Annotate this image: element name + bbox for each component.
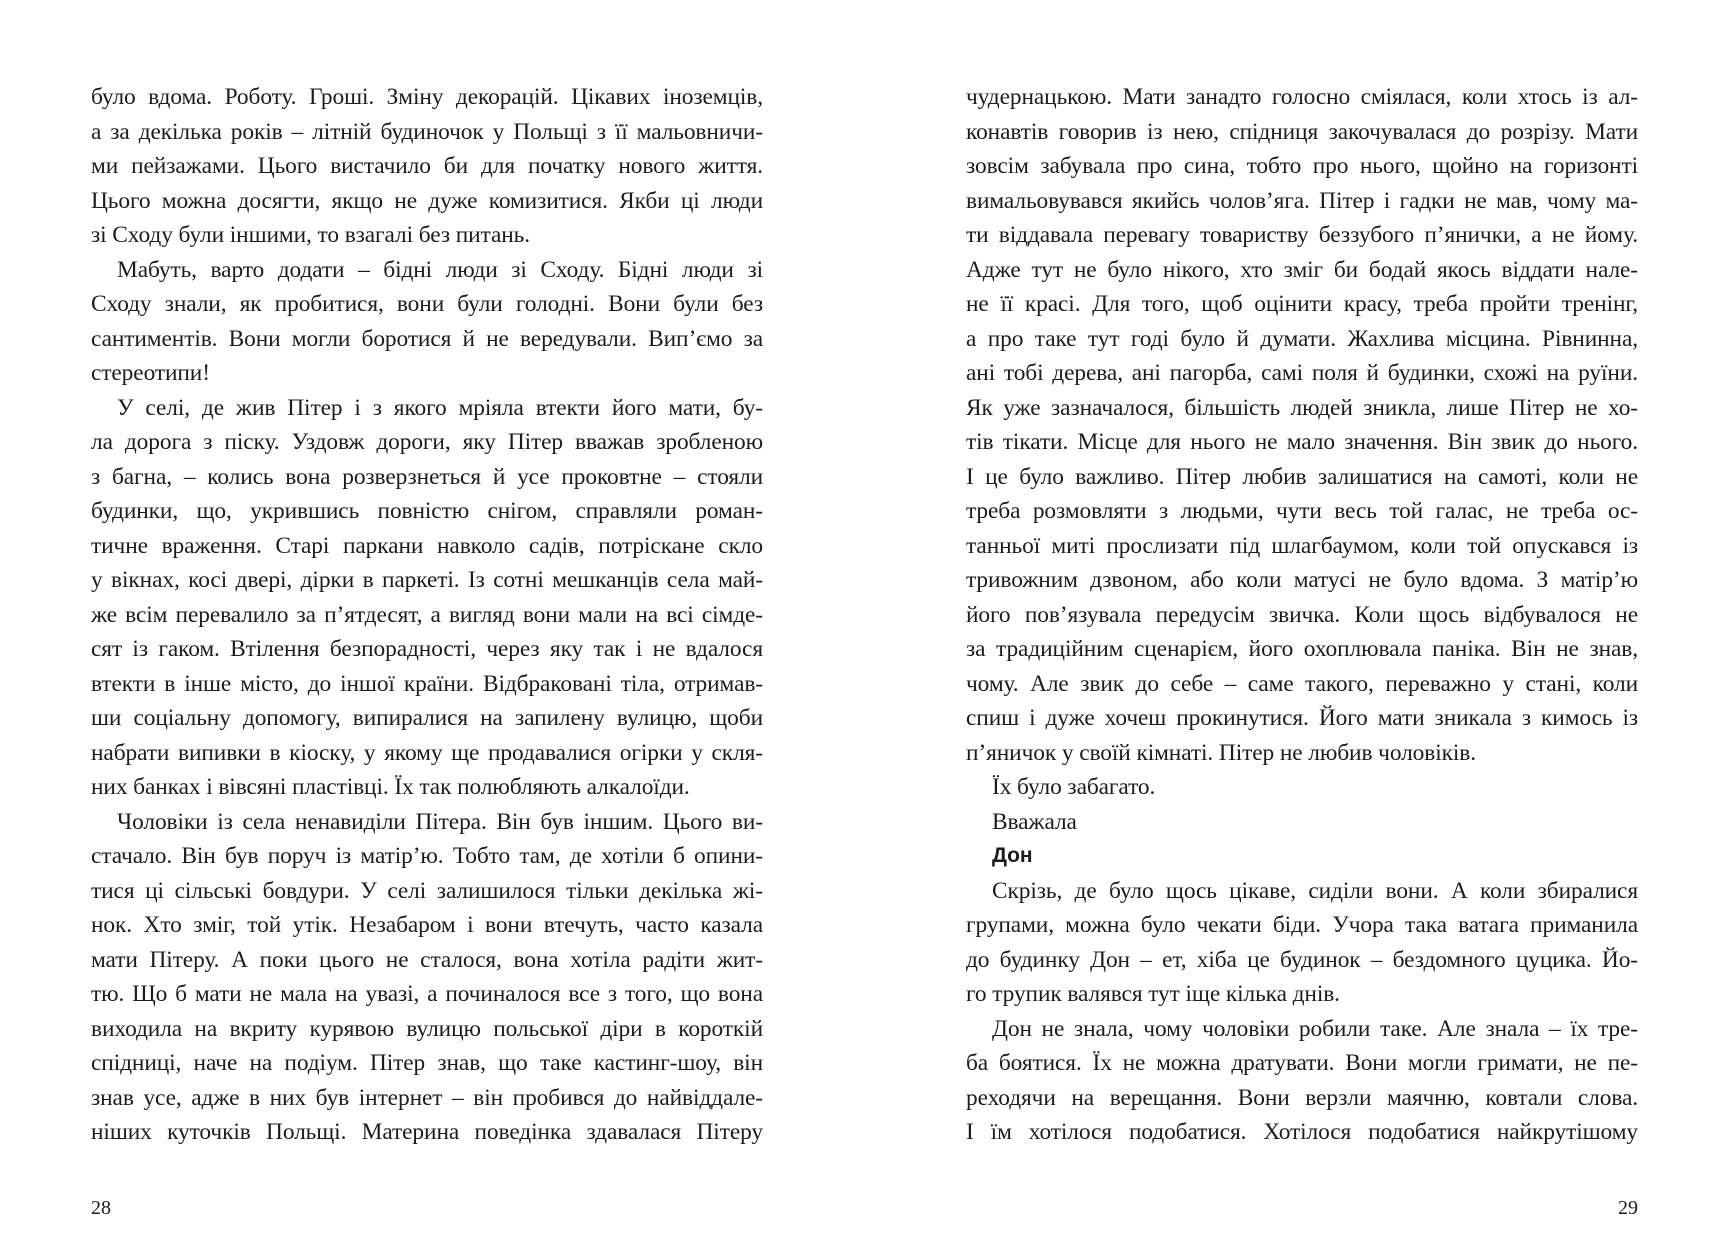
text-line: Як уже зазначалося, більшість людей зникла, лише Пітер не хо-: [966, 394, 1638, 421]
text-line: Скрізь, де було щось цікаве, сиділи вони. А коли збиралися: [992, 877, 1638, 904]
text-line: зовсім забувала про сина, тобто про нього, щойно на горизонті: [966, 153, 1638, 179]
text-line: Мабуть, варто додати – бідні люди зі Сходу. Бідні люди зі: [117, 256, 763, 283]
text-line: ши соціальну допомогу, випиралися на запилену вулицю, щоби: [91, 705, 763, 731]
text-line: виходила на вкриту курявою вулицю польської діри в короткій: [91, 1015, 763, 1042]
text-line: Сходу знали, як пробитися, вони були голодні. Вони були без: [91, 291, 763, 317]
text-line: сят із гаком. Втілення безпорадності, через яку так і не вдалося: [91, 636, 763, 662]
text-line: зі Сходу були іншими, то взагалі без питань.: [91, 222, 530, 248]
text-line: втекти в інше місто, до іншої країни. Відбраковані тіла, отримав-: [91, 670, 763, 697]
text-line: реходячи на верещання. Вони верзли маячню, ковтали слова.: [966, 1084, 1638, 1111]
text-line: було вдома. Роботу. Гроші. Зміну декорацій. Цікавих іноземців,: [91, 84, 763, 110]
text-line: знав усе, адже в них був інтернет – він пробився до найвіддале-: [91, 1084, 763, 1111]
text-line: го трупик валявся тут іще кілька днів.: [966, 981, 1340, 1007]
text-line: Адже тут не було нікого, хто зміг би бодай якось віддати нале-: [966, 256, 1638, 283]
text-line: у вікнах, косі двері, дірки в паркеті. Із сотні мешканців села май-: [91, 567, 763, 593]
text-line: спідниці, наче на подіум. Пітер знав, що таке кастинг-шоу, він: [91, 1050, 763, 1076]
right-page-text: [966, 80, 1638, 1150]
text-line: тися ці сільські бовдури. У селі залишилося тільки декілька жі-: [91, 877, 763, 904]
text-line: ніших куточків Польщі. Материна поведінка здавалася Пітеру: [91, 1119, 763, 1145]
text-line: Цього можна досягти, якщо не дуже комизитися. Якби ці люди: [91, 187, 763, 214]
left-page: [0, 0, 856, 1258]
text-line: конавтів говорив із нею, спідниця закочувалася до розрізу. Мати: [966, 118, 1638, 145]
text-line: ані тобі дерева, ані пагорба, самі поля й будинки, схожі на руїни.: [966, 360, 1638, 386]
text-line: чому. Але звик до себе – саме такого, переважно у стані, коли: [966, 670, 1638, 697]
right-page: [857, 0, 1713, 1258]
text-line: стереотипи!: [91, 360, 210, 386]
text-line: нок. Хто зміг, той утік. Незабаром і вони втечуть, часто казала: [91, 912, 763, 938]
text-line: ла дорога з піску. Уздовж дороги, яку Пітер вважав зробленою: [91, 429, 763, 455]
left-page-number: 28: [91, 1197, 111, 1219]
text-line: його пов’язувала передусім звичка. Коли щось відбувалося не: [966, 601, 1638, 628]
text-line: ми пейзажами. Цього вистачило би для початку нового життя.: [91, 153, 763, 179]
text-line: стачало. Він був поруч із матір’ю. Тобто там, де хотіли б опини-: [91, 843, 763, 869]
text-line: чудернацькою. Мати занадто голосно сміялася, коли хтось із ал-: [966, 84, 1638, 110]
text-line: набрати випивки в кіоску, у якому ще продавалися огірки у скля-: [91, 739, 763, 766]
text-line: до будинку Дон – ет, хіба це будинок – бездомного цуцика. Йо-: [966, 946, 1638, 973]
text-line: же всім перевалило за п’ятдесят, а вигляд вони мали на всі сімде-: [91, 601, 763, 628]
text-line: сантиментів. Вони могли боротися й не вередували. Вип’ємо за: [91, 325, 763, 352]
text-line: а за декілька років – літній будиночок у Польщі з її мальовничи-: [91, 118, 763, 145]
text-line: ти віддавала перевагу товариству беззубого п’янички, а не йому.: [966, 222, 1638, 248]
text-line: них банках і вівсяні пластівці. Їх так полюбляють алкалоїди.: [91, 774, 690, 800]
text-line: спиш і дуже хочеш прокинутися. Його мати зникала з кимось із: [966, 705, 1638, 731]
text-line: І їм хотілося подобатися. Хотілося подобатися найкрутішому: [966, 1119, 1638, 1145]
left-page-text: [91, 80, 763, 1150]
text-line: групами, можна було чекати біди. Учора така ватага приманила: [966, 912, 1638, 938]
text-line: Вважала: [992, 808, 1077, 835]
text-line: І це було важливо. Пітер любив залишатися на самоті, коли не: [966, 463, 1638, 490]
text-line: танньої миті прослизати під шлагбаумом, коли той опускався із: [966, 532, 1638, 559]
text-line: п’яничок у своїй кімнаті. Пітер не любив чоловіків.: [966, 739, 1476, 766]
text-line: Чоловіки із села ненавиділи Пітера. Він був іншим. Цього ви-: [117, 808, 763, 835]
text-line: за традиційним сценарієм, його охоплювала паніка. Він не знав,: [966, 636, 1638, 662]
text-line: вимальовувався якийсь чолов’яга. Пітер і гадки не мав, чому ма-: [966, 187, 1638, 214]
text-line: не її красі. Для того, щоб оцінити красу, треба пройти тренінг,: [966, 291, 1638, 317]
text-line: тичне враження. Старі паркани навколо садів, потріскане скло: [91, 532, 763, 559]
text-line: будинки, що, укрившись повністю снігом, справляли роман-: [91, 498, 763, 524]
text-line: Їх було забагато.: [992, 774, 1156, 800]
text-line: Дон не знала, чому чоловіки робили таке. Але знала – їх тре-: [992, 1015, 1638, 1042]
text-line: тів тікати. Місце для нього не мало значення. Він звик до нього.: [966, 429, 1638, 455]
section-heading: Дон: [992, 844, 1033, 867]
text-line: мати Пітеру. А поки цього не сталося, вона хотіла радіти жит-: [91, 946, 763, 973]
text-line: тю. Що б мати не мала на увазі, а починалося все з того, що вона: [91, 981, 763, 1007]
text-line: ба боятися. Їх не можна дратувати. Вони могли гримати, не пе-: [966, 1050, 1638, 1076]
right-page-number: 29: [1618, 1197, 1638, 1219]
text-line: а про таке тут годі було й думати. Жахлива місцина. Рівнинна,: [966, 325, 1638, 352]
text-line: тривожним дзвоном, або коли матусі не було вдома. З матір’ю: [966, 567, 1638, 593]
text-line: треба розмовляти з людьми, чути весь той галас, не треба ос-: [966, 498, 1638, 524]
text-line: У селі, де жив Пітер і з якого мріяла втекти його мати, бу-: [117, 394, 763, 421]
text-line: з багна, – колись вона розверзнеться й усе проковтне – стояли: [91, 463, 763, 490]
